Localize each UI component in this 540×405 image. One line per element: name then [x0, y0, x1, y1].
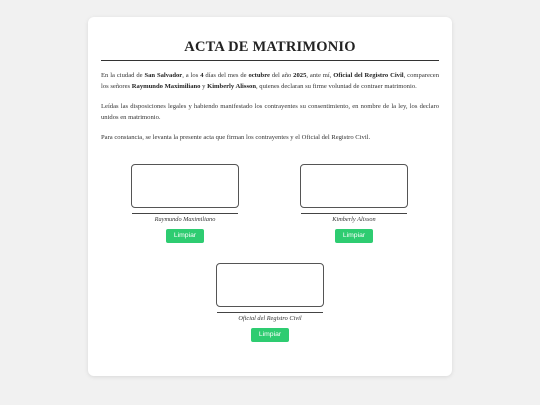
- spouse2-name: Kimberly Alisson: [207, 83, 256, 90]
- marriage-certificate-card: [88, 17, 452, 376]
- month-value: octubre: [248, 72, 270, 79]
- signature-spouse2: [300, 164, 408, 243]
- paragraph-declaration: Leídas las disposiciones legales y habiendo manifestado los contrayentes su consentimiento, en nombre de la ley, los declaro unidos en matrimonio.: [101, 103, 439, 121]
- signature-pad-spouse1[interactable]: [131, 164, 239, 208]
- signature-official: [216, 263, 324, 342]
- signature-spouse1: [131, 164, 239, 243]
- signature-line: [217, 312, 323, 313]
- signatures-area: [101, 143, 439, 343]
- clear-button-spouse1[interactable]: Limpiar: [166, 229, 204, 243]
- signature-label-spouse2: Kimberly Alisson: [332, 216, 376, 223]
- signature-pad-spouse2[interactable]: [300, 164, 408, 208]
- paragraph-intro: En la ciudad de San Salvador, a los 4 días del mes de octubre del año 2025, ante mí, Oficial del Registro Civil, comparecen los señores Raymundo Maximiliano y Kimberly Alisson, quienes declaran su firme voluntad de contraer matrimonio.: [101, 72, 440, 90]
- year-value: 2025: [293, 72, 307, 79]
- clear-button-spouse2[interactable]: Limpiar: [335, 229, 373, 243]
- clear-button-official[interactable]: Limpiar: [251, 328, 289, 342]
- day-value: 4: [200, 72, 204, 79]
- signature-pad-official[interactable]: [216, 263, 324, 307]
- paragraph-record: Para constancia, se levanta la presente acta que firman los contrayentes y el Oficial del Registro Civil.: [101, 134, 371, 141]
- spouse1-name: Raymundo Maximiliano: [131, 83, 201, 90]
- document-title: ACTA DE MATRIMONIO: [101, 17, 439, 61]
- signature-label-official: Oficial del Registro Civil: [238, 315, 302, 322]
- signature-label-spouse1: Raymundo Maximiliano: [154, 216, 216, 223]
- official-title: Oficial del Registro Civil: [333, 72, 404, 79]
- city-name: San Salvador: [144, 72, 183, 79]
- signature-line: [301, 213, 407, 214]
- signature-line: [132, 213, 238, 214]
